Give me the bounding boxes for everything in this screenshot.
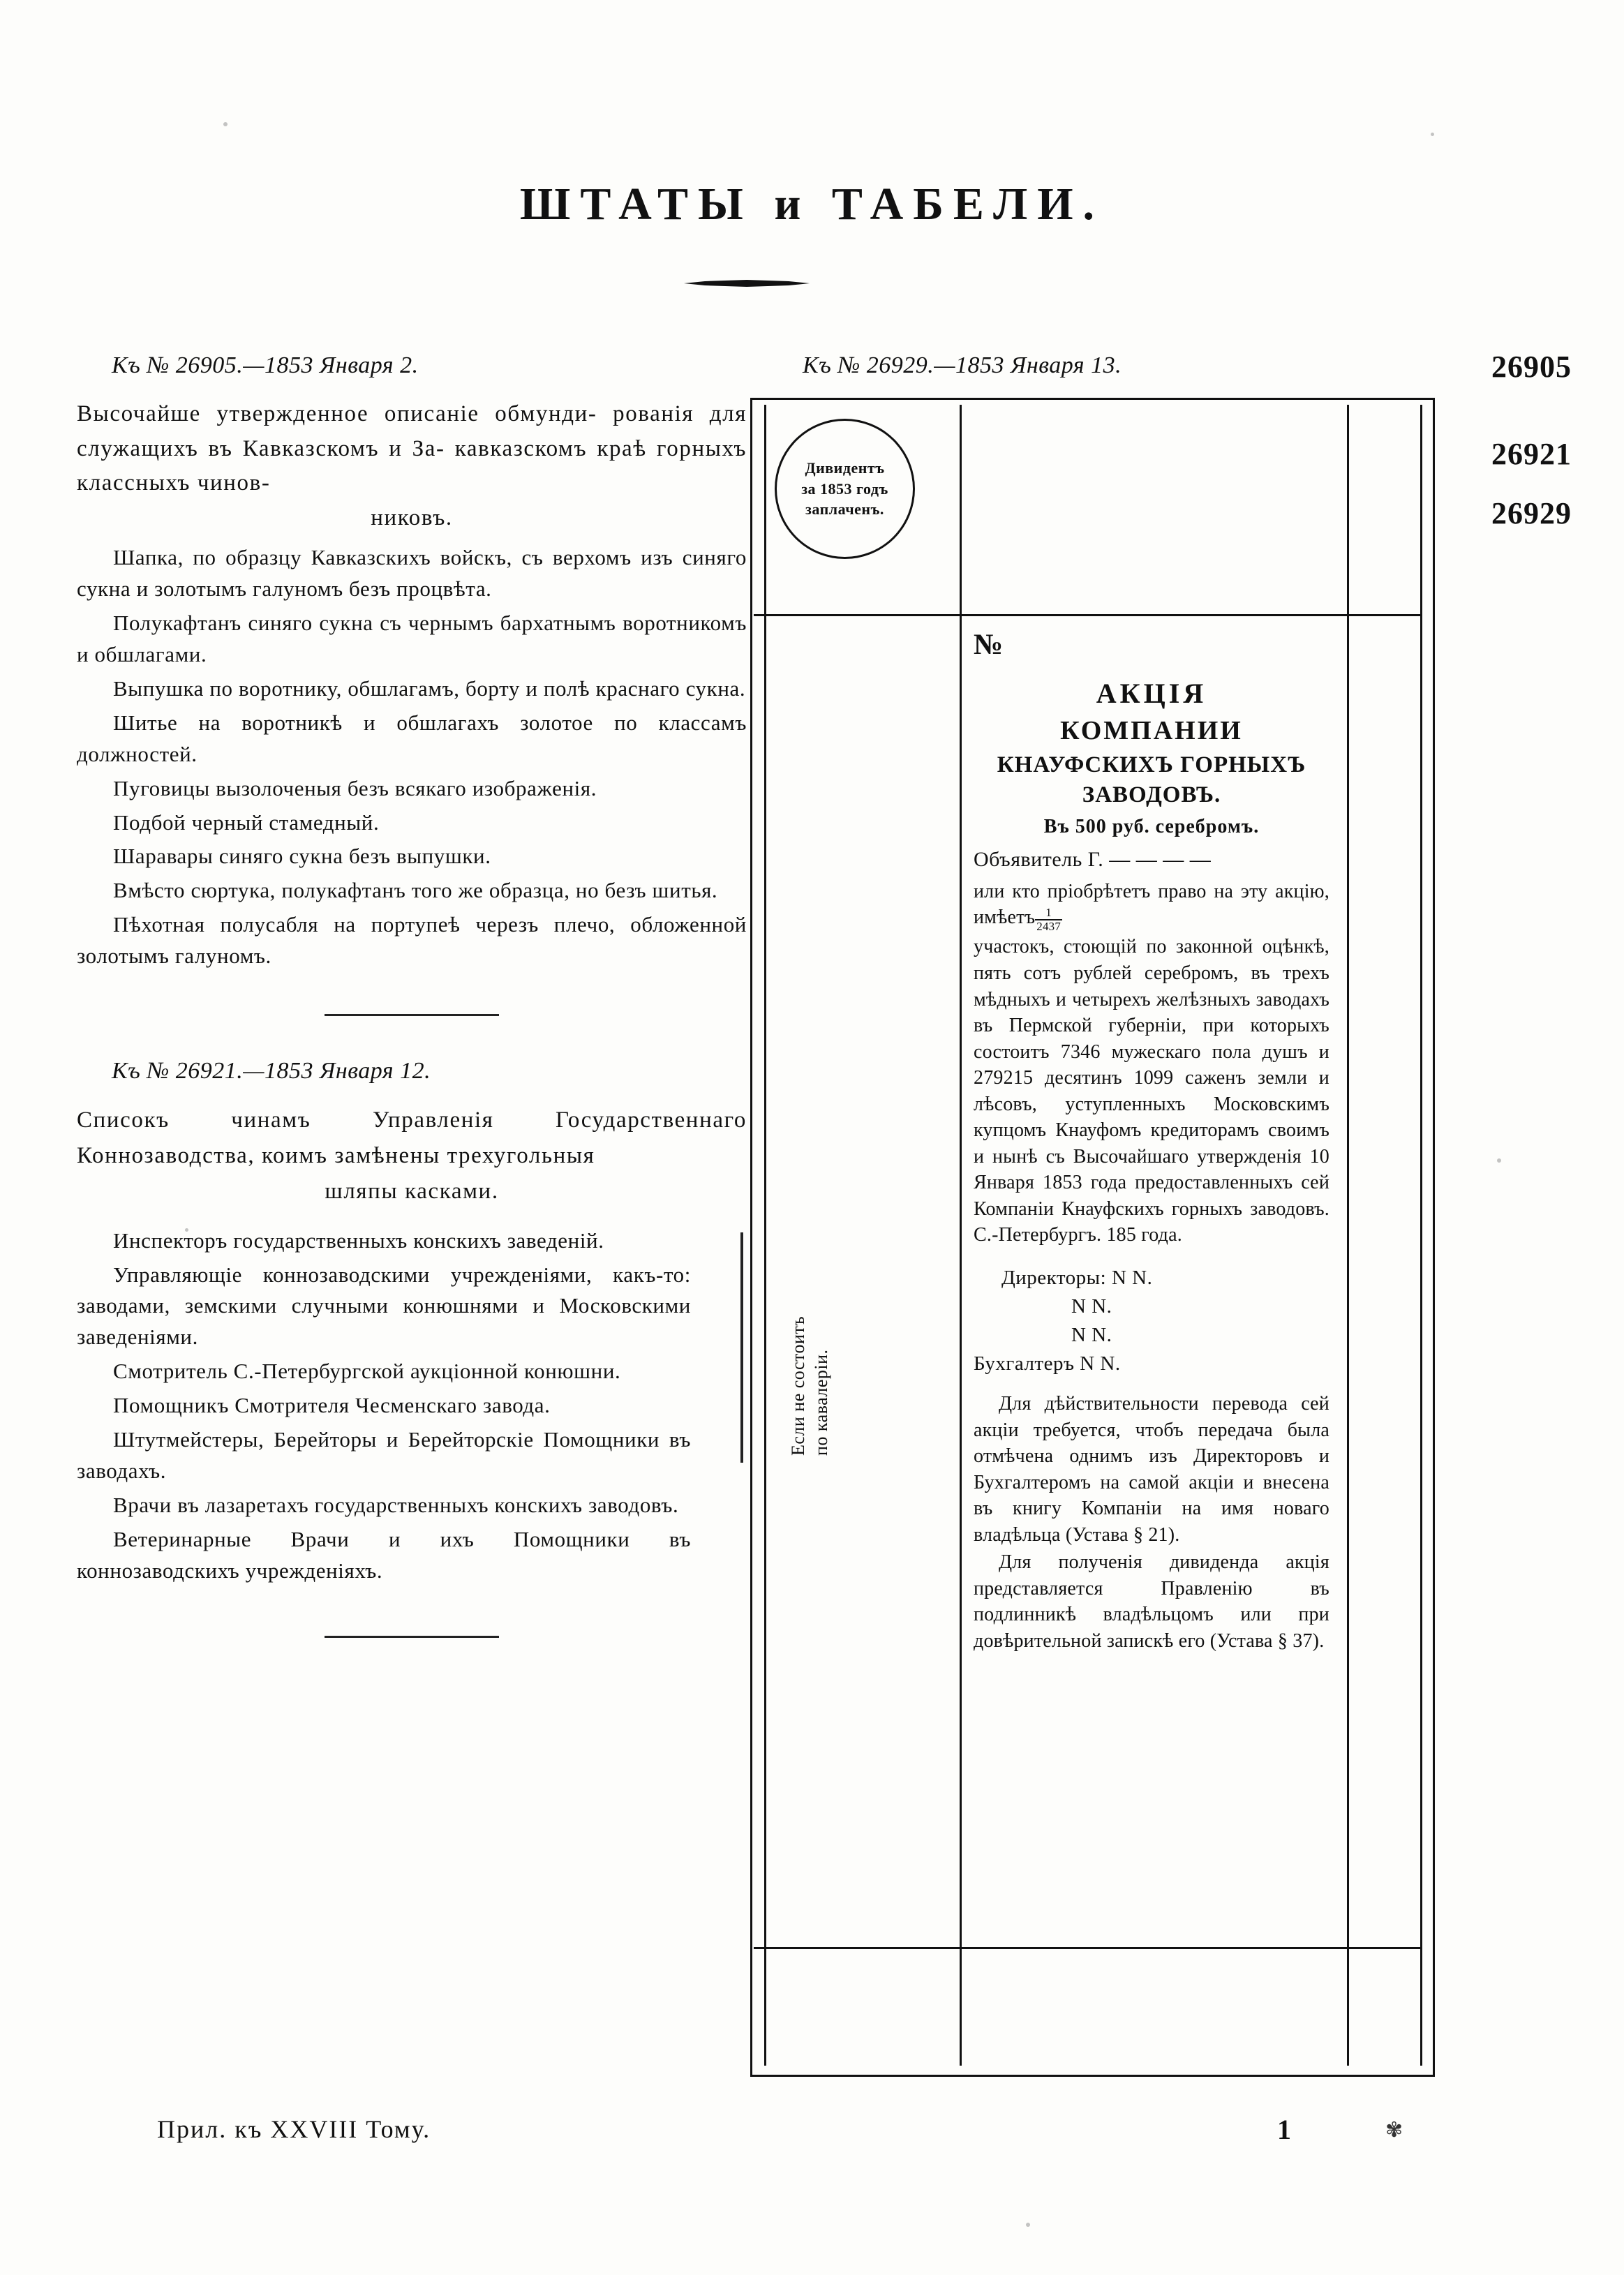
stamp-line: заплаченъ. bbox=[805, 500, 884, 519]
paper-speck bbox=[1431, 133, 1434, 136]
certificate-denomination: Въ 500 руб. серебромъ. bbox=[1043, 815, 1260, 837]
share-fraction bbox=[1035, 907, 1062, 933]
paper-speck bbox=[1497, 1158, 1501, 1163]
certificate-title-company: КОМПАНИИ bbox=[1060, 716, 1243, 745]
stamp-line: Дивидентъ bbox=[805, 458, 885, 477]
paragraph: Пѣхотная полусабля на портупеѣ черезъ плечо, обложенной золотымъ галуномъ. bbox=[77, 912, 747, 969]
document-reference-26905: Къ № 26905.—1853 Января 2. bbox=[112, 352, 419, 378]
fraction-denominator: 2437 bbox=[1036, 919, 1061, 933]
list-item: Инспекторъ государственныхъ конскихъ заведеній. bbox=[113, 1228, 604, 1253]
heading-line: никовъ. bbox=[371, 505, 453, 530]
certificate-title-works-line2: ЗАВОДОВЪ. bbox=[1082, 782, 1221, 807]
brace-annotation-line: по кавалеріи. bbox=[810, 1349, 831, 1456]
certificate-frame-inner-right bbox=[1420, 405, 1422, 2066]
paper-speck bbox=[223, 122, 228, 126]
list-item: Помощникъ Смотрителя Чесменскаго завода. bbox=[113, 1393, 551, 1418]
document-reference-26921: Къ № 26921.—1853 Января 12. bbox=[112, 1058, 431, 1084]
certificate-declarant-line: Объявитель Г. — — — — bbox=[974, 847, 1212, 871]
left-column bbox=[77, 352, 831, 1680]
list-item: Ветеринарные Врачи и ихъ Помощники въ коннозаводскихъ учрежденіяхъ. bbox=[77, 1527, 691, 1583]
heading-uniform-description bbox=[77, 397, 747, 535]
certificate-title-works-line1: КНАУФСКИХЪ ГОРНЫХЪ bbox=[997, 752, 1306, 777]
margin-number-1: 26905 bbox=[1491, 350, 1572, 384]
signature-accountant: Бухгалтеръ N N. bbox=[974, 1352, 1121, 1375]
heading-line: рованія для служащихъ въ Кавказскомъ и За- bbox=[77, 401, 747, 461]
paragraph: Подбой черный стамедный. bbox=[113, 810, 380, 835]
brace-rule bbox=[740, 1232, 743, 1463]
signature-director-2: N N. bbox=[1071, 1295, 1112, 1318]
heading-line: шляпы касками. bbox=[325, 1179, 499, 1204]
paragraph: Пуговицы вызолоченыя безъ всякаго изображенія. bbox=[113, 775, 597, 800]
certificate-number-label: № bbox=[974, 629, 1004, 661]
title-divider-ornament bbox=[684, 279, 810, 286]
paragraph: Шитье на воротникѣ и обшлагахъ золотое по классамъ должностей. bbox=[77, 710, 747, 766]
signature-directors: Директоры: N N. bbox=[1001, 1266, 1153, 1289]
certificate-body-part2: участокъ, стоющій по законной оцѣнкѣ, пять сотъ рублей серебромъ, въ трехъ мѣдныхъ и четырехъ желѣзныхъ заводахъ въ Пермской губерніи, при которыхъ состоитъ 7346 мужескаго пола душъ и 279215 десятинъ 1099 саженъ земли и лѣсовъ, уступленныхъ Московскимъ купцомъ Кнауфомъ кредиторамъ своимъ и нынѣ съ Высочайшаго утвержденія 10 Января 1853 года предоставленныхъ сей Компаніи Кнауфскихъ горныхъ заводовъ. С.-Петербургъ. 185 года. bbox=[974, 936, 1329, 1246]
certificate-title-aktsiya: АКЦІЯ bbox=[1096, 678, 1207, 709]
margin-number-3: 26929 bbox=[1491, 496, 1572, 530]
certificate-rule-bottom bbox=[754, 1947, 1420, 1949]
paragraph: Шаравары синяго сукна безъ выпушки. bbox=[113, 844, 491, 869]
paper-speck bbox=[1026, 2223, 1030, 2227]
certificate-title-works bbox=[974, 750, 1329, 810]
signature-director-3: N N. bbox=[1071, 1324, 1112, 1347]
certificate-frame-inner-left bbox=[764, 405, 766, 2066]
paragraph: Полукафтанъ синяго сукна съ чернымъ бархатнымъ воротникомъ и обшлагами. bbox=[77, 610, 747, 666]
stamp-line: за 1853 годъ bbox=[801, 479, 888, 498]
certificate-rule-top bbox=[754, 614, 1420, 616]
list-item: Управляющіе коннозаводскими учрежденіями, какъ-то: заводами, земскими случными конюшнями и Московскими заведеніями. bbox=[77, 1262, 691, 1350]
share-certificate bbox=[974, 628, 1329, 1656]
certificate-column-divider-right bbox=[1347, 405, 1349, 2066]
document-reference-26929: Къ № 26929.—1853 Января 13. bbox=[803, 352, 1122, 378]
margin-number-2: 26921 bbox=[1491, 437, 1572, 471]
paragraph: Выпушка по воротнику, обшлагамъ, борту и полѣ краснаго сукна. bbox=[113, 676, 746, 701]
paid-dividend-stamp bbox=[775, 419, 915, 559]
fraction-numerator: 1 bbox=[1035, 907, 1062, 920]
certificate-body-part1 bbox=[974, 879, 1329, 933]
certificate-column-divider-left bbox=[960, 405, 962, 2066]
certificate-body-text-a: или кто пріобрѣтетъ право на эту акцію, имѣетъ bbox=[974, 880, 1329, 929]
certificate-note-transfer: Для дѣйствительности перевода сей акціи требуется, чтобъ передача была отмѣчена однимъ изъ Директоровъ и Бухгалтеромъ на самой акціи и внесена въ книгу Компаніи на имя новаго владѣльца (Устава § 21). bbox=[974, 1393, 1329, 1546]
footer-volume-note: Прил. къ XXVIII Тому. bbox=[157, 2115, 431, 2143]
page-title: ШТАТЫ и ТАБЕЛИ. bbox=[519, 179, 1105, 230]
heading-line: Списокъ чинамъ Управленія Государственнаго bbox=[77, 1107, 747, 1133]
list-item: Врачи въ лазаретахъ государственныхъ конскихъ заводовъ. bbox=[113, 1493, 679, 1518]
list-item: Смотритель С.-Петербургской аукціонной конюшни. bbox=[113, 1359, 621, 1384]
rank-list bbox=[77, 1225, 831, 1587]
certificate-note-dividend: Для полученія дивиденда акція представляется Правленію въ подлинникѣ владѣльцомъ или при довѣрительной запискѣ его (Устава § 37). bbox=[974, 1551, 1329, 1652]
section-divider bbox=[325, 1636, 499, 1638]
paragraph: Шапка, по образцу Кавказскихъ войскъ, съ верхомъ изъ синяго сукна и золотымъ галуномъ безъ процвѣта. bbox=[77, 545, 747, 601]
heading-line: Высочайше утвержденное описаніе обмунди- bbox=[77, 401, 597, 426]
list-item: Штутмейстеры, Берейторы и Берейторскіе Помощники въ заводахъ. bbox=[77, 1427, 691, 1484]
heading-line: Коннозаводства, коимъ замѣнены трехугольныя bbox=[77, 1143, 595, 1169]
paragraph: Вмѣсто сюртука, полукафтанъ того же образца, но безъ шитья. bbox=[113, 878, 718, 903]
certificate-signatures bbox=[974, 1264, 1329, 1379]
heading-horse-breeding-list bbox=[77, 1103, 747, 1209]
brace-annotation-line: Если не состоитъ bbox=[788, 1315, 808, 1456]
footer-ornament-icon: ✾ bbox=[1385, 2119, 1403, 2142]
section-divider bbox=[325, 1014, 499, 1016]
page-number: 1 bbox=[1277, 2114, 1291, 2145]
heading-line: кавказскомъ краѣ горныхъ классныхъ чинов- bbox=[77, 435, 747, 495]
